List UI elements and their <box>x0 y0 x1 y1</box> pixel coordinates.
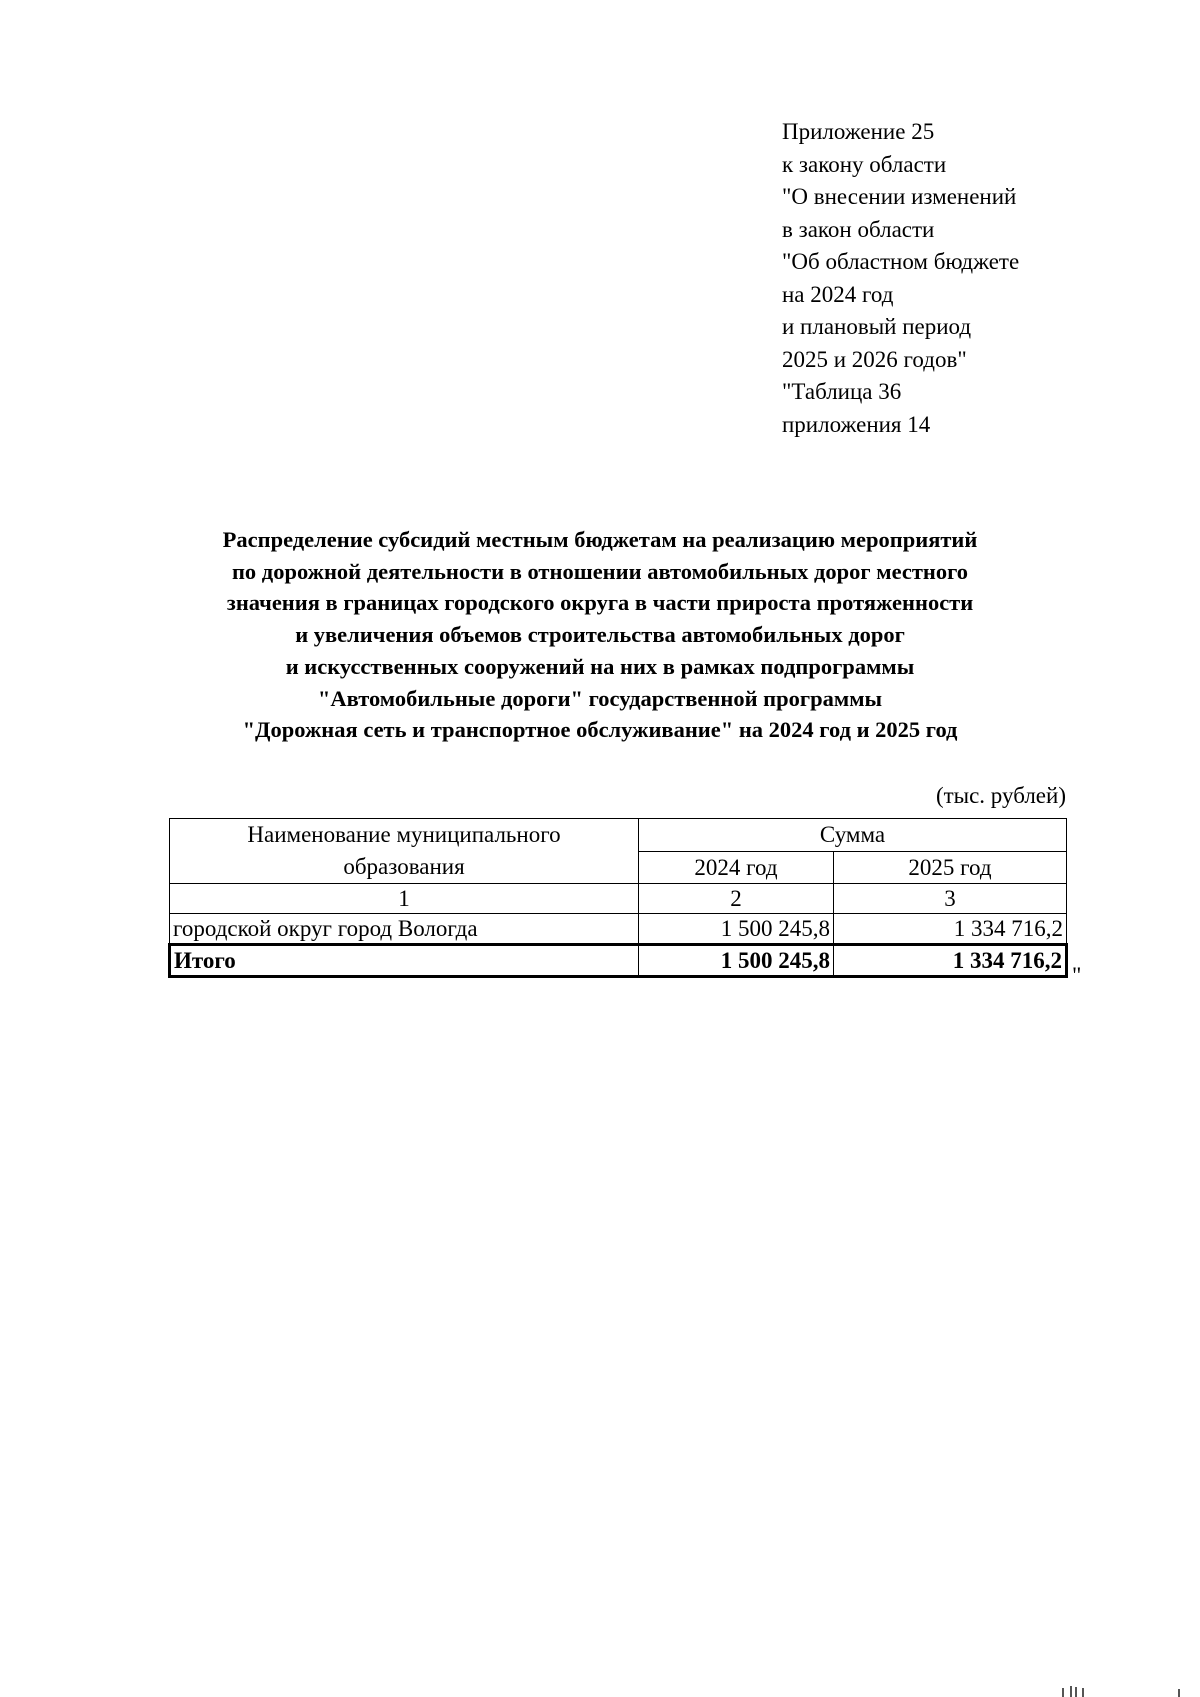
header-municipality <box>170 819 639 884</box>
units-label: (тыс. рублей) <box>935 783 1066 808</box>
total-value-2024: 1 500 245,8 <box>639 945 834 977</box>
total-value-2025: 1 334 716,2 <box>834 945 1067 977</box>
appendix-line: к закону области <box>782 151 947 177</box>
table-total-row <box>170 945 1067 977</box>
table-row <box>170 914 1067 945</box>
row-municipality: городской округ город Вологда <box>170 914 639 945</box>
scan-artifact-marks <box>1062 1686 1182 1697</box>
row-value-2024: 1 500 245,8 <box>639 914 834 945</box>
header-year-2025: 2025 год <box>834 851 1067 884</box>
title-line: по дорожной деятельности в отношении автомобильных дорог местного <box>231 558 969 584</box>
row-value-2025: 1 334 716,2 <box>834 914 1067 945</box>
appendix-line: "О внесении изменений <box>782 184 1017 209</box>
appendix-reference <box>782 116 1019 441</box>
column-number: 2 <box>639 884 834 914</box>
header-sum: Сумма <box>639 819 1067 852</box>
appendix-line: приложения 14 <box>782 411 931 437</box>
appendix-line: в закон области <box>782 216 935 242</box>
header-municipality-line2: образования <box>343 854 465 879</box>
appendix-line: Приложение 25 <box>782 119 935 144</box>
title-line: "Дорожная сеть и транспортное обслуживание" на 2024 год и 2025 год <box>242 717 958 743</box>
title-line: значения в границах городского округа в части прироста протяженности <box>226 590 974 616</box>
column-number: 1 <box>170 884 639 914</box>
subsidy-table <box>168 818 1068 978</box>
table-numbering-row <box>170 884 1067 914</box>
title-line: Распределение субсидий местным бюджетам на реализацию мероприятий <box>222 527 978 552</box>
appendix-line: "Об областном бюджете <box>782 249 1020 274</box>
header-municipality-line1: Наименование муниципального <box>247 822 561 847</box>
document-title <box>150 524 1050 746</box>
title-line: и искусственных сооружений на них в рамках подпрограммы <box>285 653 915 679</box>
title-line: "Автомобильные дороги" государственной программы <box>317 685 883 711</box>
header-year-2024: 2024 год <box>639 851 834 884</box>
closing-quote: " <box>1072 963 1082 988</box>
appendix-line: на 2024 год <box>782 281 894 307</box>
title-line: и увеличения объемов строительства автомобильных дорог <box>295 622 905 648</box>
table-header-row <box>170 819 1067 852</box>
appendix-line: и плановый период <box>782 314 972 339</box>
appendix-line: 2025 и 2026 годов" <box>782 346 967 372</box>
column-number: 3 <box>834 884 1067 914</box>
appendix-line: "Таблица 36 <box>782 379 902 404</box>
total-label: Итого <box>170 945 639 977</box>
